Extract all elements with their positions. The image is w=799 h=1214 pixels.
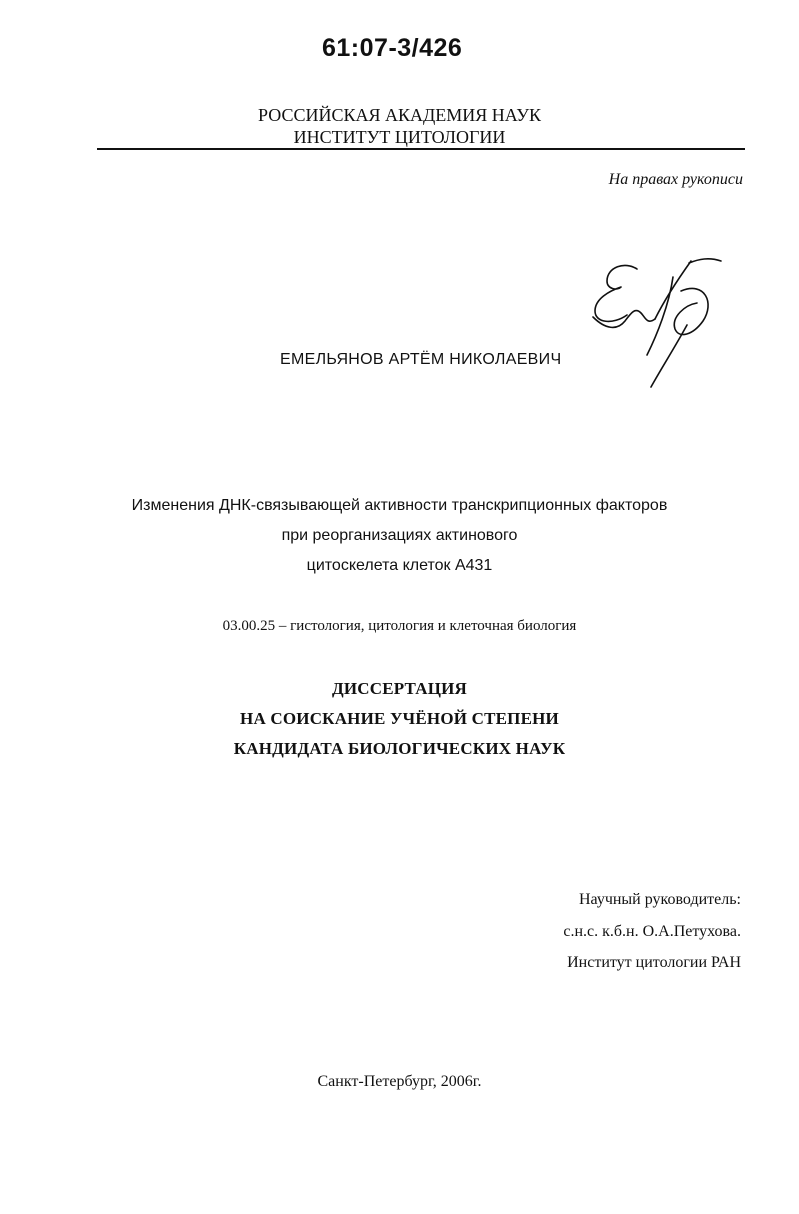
rights-note: На правах рукописи — [608, 171, 743, 188]
thesis-title-line-1: Изменения ДНК-связывающей активности транскрипционных факторов — [131, 497, 668, 514]
signature-stroke-n — [647, 277, 673, 355]
archive-stamp-number: 61:07-3/426 — [322, 34, 463, 62]
advisor-name: с.н.с. к.б.н. О.А.Петухова. — [563, 923, 741, 940]
degree-line-1: ДИССЕРТАЦИЯ — [331, 679, 468, 698]
author-name: ЕМЕЛЬЯНОВ АРТЁМ НИКОЛАЕВИЧ — [280, 351, 562, 368]
thesis-title-line-3: цитоскелета клеток А431 — [306, 557, 493, 574]
specialty-code: 03.00.25 – гистология, цитология и клеточная биология — [222, 618, 577, 634]
signature-stroke-curve — [674, 288, 708, 334]
signature-stroke-top — [689, 259, 721, 263]
degree-line-3: КАНДИДАТА БИОЛОГИЧЕСКИХ НАУК — [233, 739, 566, 758]
degree-line-2: НА СОИСКАНИЕ УЧЁНОЙ СТЕПЕНИ — [240, 709, 559, 728]
advisor-institute: Институт цитологии РАН — [567, 954, 741, 971]
place-and-year: Санкт-Петербург, 2006г. — [317, 1073, 482, 1090]
institute-name: ИНСТИТУТ ЦИТОЛОГИИ — [293, 127, 506, 147]
organization-name: РОССИЙСКАЯ АКАДЕМИЯ НАУК — [258, 105, 541, 125]
thesis-title-line-2: при реорганизациях актинового — [281, 527, 518, 544]
header-divider — [97, 148, 745, 150]
author-signature — [585, 255, 735, 395]
advisor-label: Научный руководитель: — [578, 891, 741, 908]
signature-stroke-loop — [593, 311, 655, 328]
